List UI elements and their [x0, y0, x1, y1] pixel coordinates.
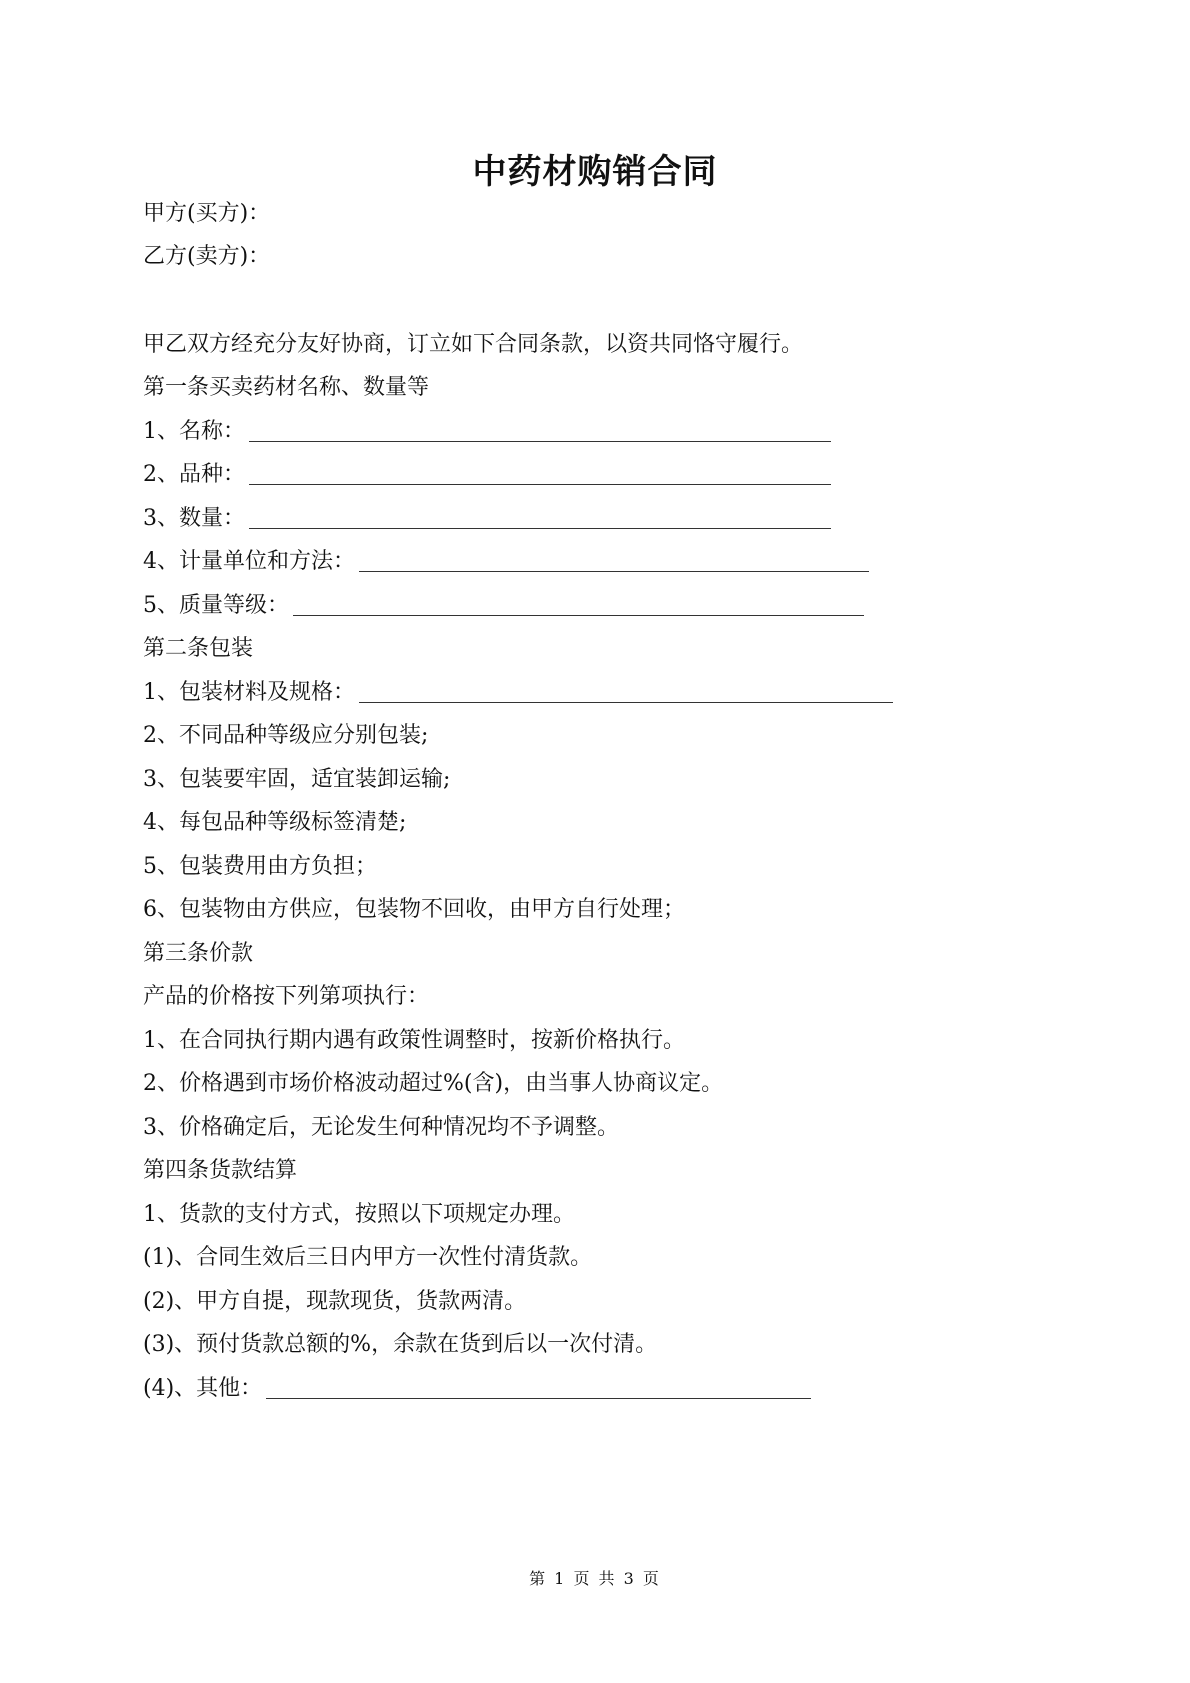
article4-item-5: [143, 1374, 811, 1404]
article4-item-3: (2)、甲方自提，现款现货，货款两清。: [143, 1289, 527, 1314]
page-number: 第 1 页 共 3 页: [529, 1569, 661, 1588]
article1-item-quantity: [143, 504, 831, 534]
article4-item-4: (3)、预付货款总额的%，余款在货到后以一次付清。: [143, 1332, 658, 1357]
item-label: 3、数量：: [143, 506, 245, 531]
article2-item-2: 2、不同品种等级应分别包装;: [143, 723, 429, 748]
article3-item-2: 2、价格遇到市场价格波动超过%(含)，由当事人协商议定。: [143, 1071, 724, 1096]
fill-in-blank: [249, 462, 831, 485]
article2-item-material-spec: [143, 678, 893, 708]
article3-heading: 第三条价款: [143, 941, 254, 966]
article3-item-1: 1、在合同执行期内遇有政策性调整时，按新价格执行。: [143, 1028, 685, 1053]
article4-item-1: 1、货款的支付方式，按照以下项规定办理。: [143, 1202, 575, 1227]
fill-in-blank: [266, 1376, 811, 1399]
item-label: (4)、其他：: [143, 1376, 263, 1401]
article2-item-6: 6、包装物由方供应，包装物不回收，由甲方自行处理；: [143, 897, 685, 922]
fill-in-blank: [249, 419, 831, 442]
article4-heading: 第四条货款结算: [143, 1158, 298, 1183]
intro-paragraph: 甲乙双方经充分友好协商，订立如下合同条款，以资共同恪守履行。: [143, 332, 804, 357]
article3-item-3: 3、价格确定后，无论发生何种情况均不予调整。: [143, 1115, 619, 1140]
article2-heading: 第二条包装: [143, 636, 254, 661]
fill-in-blank: [249, 506, 831, 529]
article1-item-unit-method: [143, 547, 869, 577]
article1-item-variety: [143, 460, 831, 490]
article1-item-quality-grade: [143, 591, 864, 621]
party-a-line: 甲方(买方)：: [143, 201, 271, 226]
party-b-line: 乙方(卖方)：: [143, 244, 271, 269]
item-label: 1、包装材料及规格：: [143, 680, 355, 705]
item-label: 2、品种：: [143, 462, 245, 487]
article1-heading: 第一条买卖药材名称、数量等: [143, 375, 430, 400]
article2-item-5: 5、包装费用由方负担；: [143, 854, 377, 879]
article1-item-name: [143, 417, 831, 447]
fill-in-blank: [359, 680, 893, 703]
item-label: 1、名称：: [143, 419, 245, 444]
document-title: 中药材购销合同: [472, 152, 718, 192]
item-label: 4、计量单位和方法：: [143, 549, 355, 574]
article4-item-2: (1)、合同生效后三日内甲方一次性付清货款。: [143, 1245, 593, 1270]
article2-item-4: 4、每包品种等级标签清楚;: [143, 810, 407, 835]
item-label: 5、质量等级：: [143, 593, 289, 618]
article3-lead: 产品的价格按下列第项执行：: [143, 984, 430, 1009]
fill-in-blank: [359, 549, 869, 572]
article2-item-3: 3、包装要牢固，适宜装卸运输;: [143, 767, 451, 792]
fill-in-blank: [293, 593, 864, 616]
